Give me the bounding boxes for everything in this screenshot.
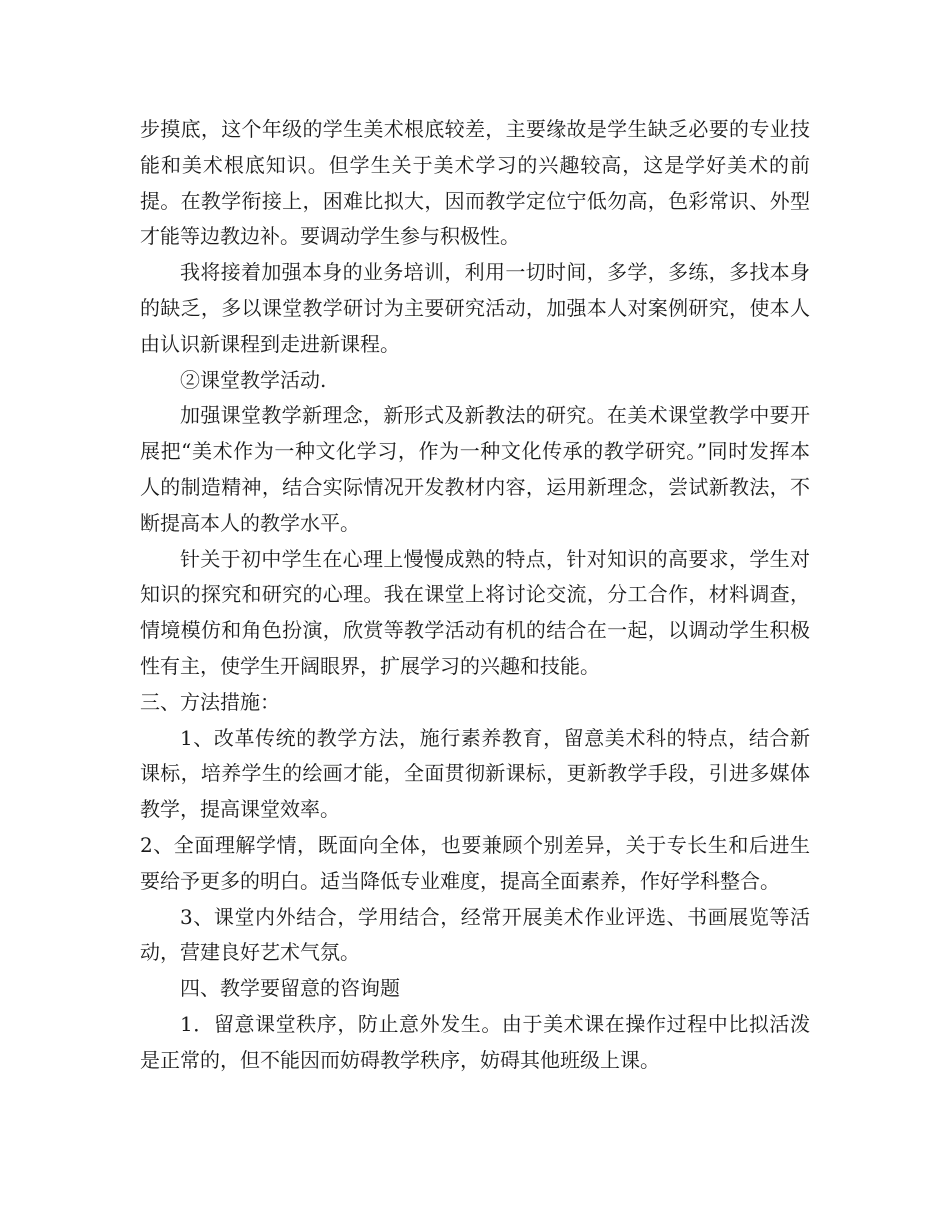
- document-body: [140, 112, 810, 1079]
- list-item-method-2: 2、全面理解学情，既面向全体，也要兼顾个别差异，关于专长生和后进生要给予更多的明白。适当降低专业难度，提高全面素养，作好学科整合。: [140, 832, 810, 893]
- paragraph-self-training: 我将接着加强本身的业务培训，利用一切时间，多学，多练，多找本身的缺乏，多以课堂教学研讨为主要研究活动，加强本人对案例研究，使本人由认识新课程到走进新课程。: [140, 260, 810, 356]
- subheading-classroom-activity: ②课堂教学活动.: [180, 367, 327, 392]
- list-item-method-1: 1、改革传统的教学方法，施行素养教育，留意美术科的特点，结合新课标，培养学生的绘画才能，全面贯彻新课标，更新教学手段，引进多媒体教学，提高课堂效率。: [140, 725, 810, 822]
- paragraph-continuation: 步摸底，这个年级的学生美术根底较差，主要缘故是学生缺乏必要的专业技能和美术根底知识。但学生关于美术学习的兴趣较高，这是学好美术的前提。在教学衔接上，困难比拟大，因而教学定位宁低勿高，色彩常识、外型才能等边教边补。要调动学生参与积极性。: [140, 117, 810, 249]
- paragraph-student-psychology: 针关于初中学生在心理上慢慢成熟的特点，针对知识的高要求，学生对知识的探究和研究的心理。我在课堂上将讨论交流，分工合作，材料调查，情境模仿和角色扮演，欣赏等教学活动有机的结合在一起，以调动学生积极性有主，使学生开阔眼界，扩展学习的兴趣和技能。: [140, 546, 810, 678]
- paragraph-new-concepts: 加强课堂教学新理念，新形式及新教法的研究。在美术课堂教学中要开展把“美术作为一种文化学习，作为一种文化传承的教学研究。”同时发挥本人的制造精神，结合实际情况开发教材内容，运用新理念，尝试新教法，不断提高本人的教学水平。: [140, 403, 810, 535]
- section-heading-issues: 四、教学要留意的咨询题: [180, 976, 400, 1001]
- list-item-method-3: 3、课堂内外结合，学用结合，经常开展美术作业评选、书画展览等活动，营建良好艺术气氛。: [140, 904, 810, 965]
- list-item-issue-1: 1．留意课堂秩序，防止意外发生。由于美术课在操作过程中比拟活泼是正常的，但不能因而妨碍教学秩序，妨碍其他班级上课。: [140, 1011, 810, 1072]
- section-heading-methods: 三、方法措施：: [140, 689, 280, 714]
